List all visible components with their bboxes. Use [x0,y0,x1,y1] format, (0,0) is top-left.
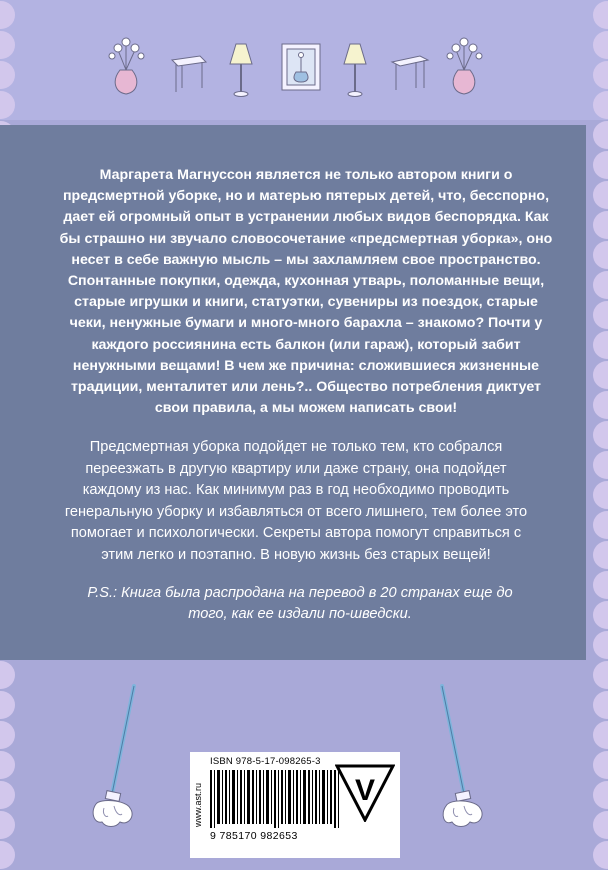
postscript-paragraph: P.S.: Книга была распродана на перевод в 20 странах еще до того, как ее издали по-шведски. [87,585,513,622]
barcode-digits: 9 785170 982653 [210,830,298,842]
stool-icon [392,56,428,90]
stool-icon [172,56,206,92]
scalloped-edge-right [592,0,608,870]
publisher-site: www.ast.ru [193,782,204,828]
isbn-text: ISBN 978-5-17-098265-3 [210,756,321,767]
table-lamp-icon [230,44,252,97]
table-lamp-icon [344,44,366,97]
mop-icon [430,682,490,832]
flower-vase-icon [447,38,482,94]
framed-picture-icon [282,44,320,90]
main-paragraph: Маргарета Магнуссон является не только автором книги о предсмертной уборке, но и матерью пятерых детей, что, бесспорно, дает ей огромный опыт в устранении любых видов беспорядка. Как бы страшно ни звучало словосочетание «предсмертная уборка», оно несет в себе важную мысль – мы захламляем свое пространство. Спонтанные покупки, одежда, кухонная утварь, поломанные вещи, старые игрушки и книги, статуэтки, сувениры из поездок, старые чеки, ненужные бумаги и много-много барахла – знакомо? Почти у каждого россиянина есть балкон (или гараж), который забит ненужными вещами! В чем же причина: сложившиеся жизненные традиции, менталитет или лень?.. Общество потребления диктует свои правила, а мы можем написать свои! [59,167,553,417]
publisher-logo-letter: V [354,774,376,807]
flower-vase-icon [109,38,144,94]
second-paragraph: Предсмертная уборка подойдет не только тем, кто собрался переезжать в другую квартиру или даже страну, она подойдет каждому из нас. Как минимум раз в год необходимо проводить генеральную уборку и избавляться от всего лишнего, тем более это помогает и психологически. Секреты автора помогут справиться с этим легко и поэтапно. В новую жизнь без старых вещей! [64,439,528,563]
publisher-logo-icon [335,762,395,822]
decor-row [0,30,608,110]
mop-icon [86,682,146,832]
